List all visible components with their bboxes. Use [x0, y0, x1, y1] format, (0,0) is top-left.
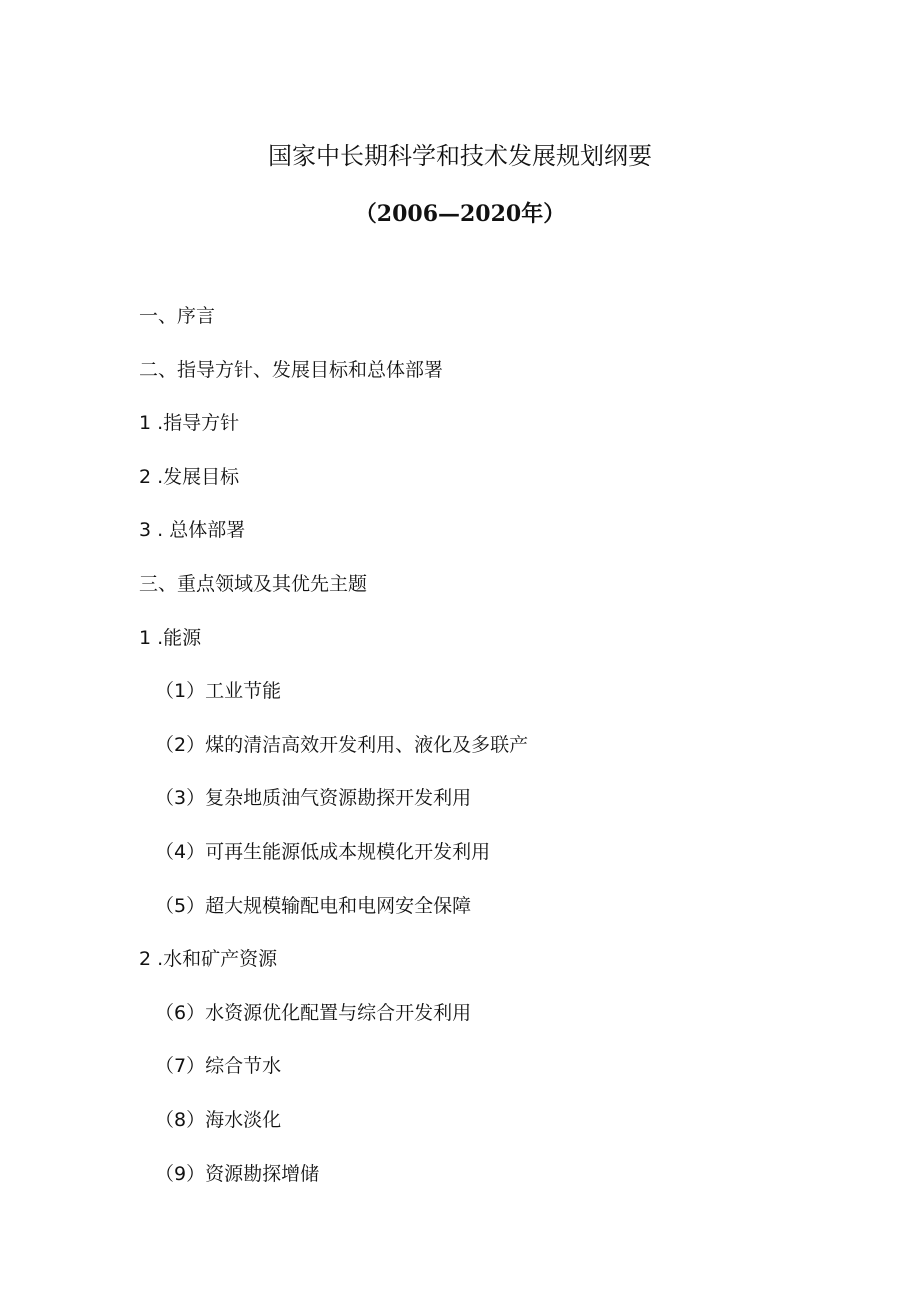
toc-item: 一、序言 [139, 305, 216, 327]
toc-item: （6）水资源优化配置与综合开发利用 [155, 1001, 472, 1024]
toc-item: （2）煤的清洁高效开发利用、液化及多联产 [155, 733, 529, 756]
toc-item: 三、重点领域及其优先主题 [139, 572, 368, 595]
document-title: 国家中长期科学和技术发展规划纲要 [268, 142, 652, 170]
toc-item: （9）资源勘探增储 [155, 1162, 320, 1185]
toc-item: （8）海水淡化 [155, 1108, 282, 1131]
toc-item: （7）综合节水 [155, 1055, 282, 1078]
toc-item: 1 .指导方针 [139, 412, 240, 435]
toc-item: 2 .水和矿产资源 [139, 948, 278, 971]
toc-item: 二、指导方针、发展目标和总体部署 [139, 358, 444, 381]
table-of-contents [0, 296, 920, 1207]
toc-item: 2 .发展目标 [139, 465, 240, 488]
toc-item: （4）可再生能源低成本规模化开发利用 [155, 840, 491, 863]
toc-item: （3）复杂地质油气资源勘探开发利用 [155, 787, 472, 810]
toc-item: 1 .能源 [139, 626, 202, 649]
toc-item: （1）工业节能 [155, 680, 282, 703]
toc-item: 3 . 总体部署 [139, 519, 246, 542]
document-subtitle: （2006—2020年） [354, 201, 566, 227]
toc-item: （5）超大规模输配电和电网安全保障 [155, 894, 472, 917]
